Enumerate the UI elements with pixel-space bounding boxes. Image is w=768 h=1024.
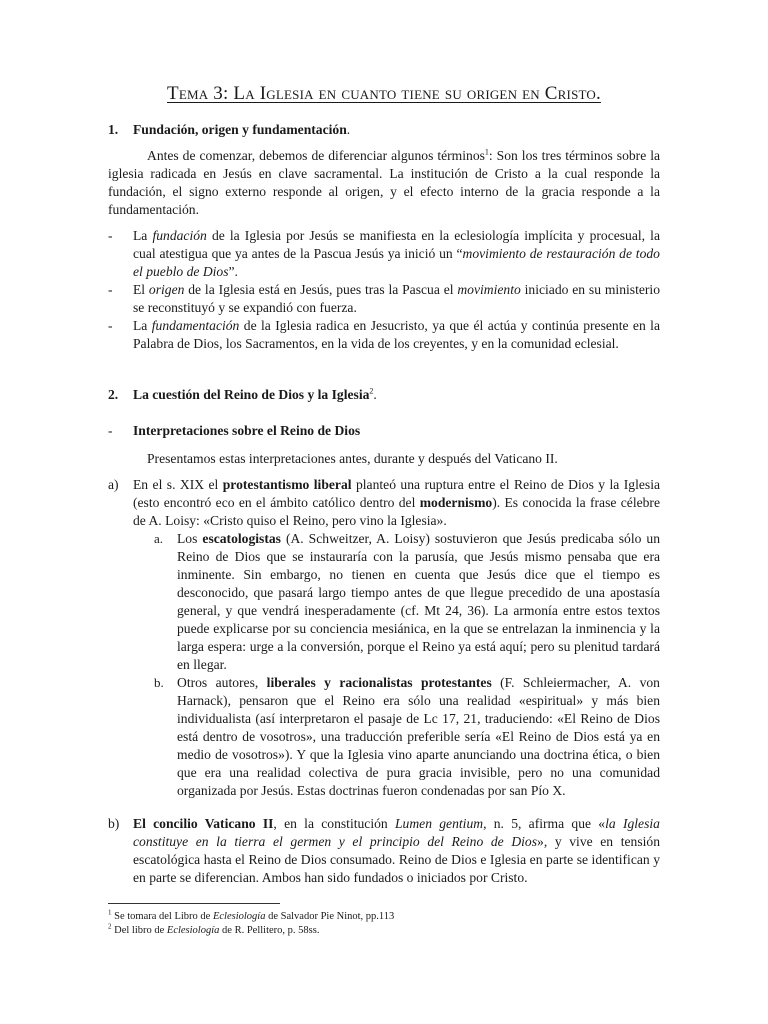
text-run: de Salvador Pie Ninot, pp.113: [265, 911, 395, 922]
text-run: Se tomara del Libro de: [111, 911, 213, 922]
section-2-title-tail: .: [373, 387, 377, 402]
italic-term: origen: [148, 282, 185, 297]
dash-marker: -: [108, 282, 113, 297]
bold-term: liberales y racionalistas protestantes: [266, 675, 492, 690]
list-item: [108, 281, 660, 317]
footnote-number: 2: [108, 922, 112, 931]
text-run: de la Iglesia está en Jesús, pues tras la Pascua el: [184, 282, 458, 297]
text-run: planteó una ruptura entre el Reino de Dios y la Iglesia (esto encontró eco en el ámbito católico dentro del: [133, 477, 661, 510]
subsection-intro: Presentamos estas interpretaciones antes, durante y después del Vaticano II.: [147, 451, 558, 466]
italic-term: fundación: [152, 228, 207, 243]
text-run: La: [133, 318, 152, 333]
italic-quote: movimiento de restauración de todo el pueblo de Dios: [133, 246, 660, 279]
italic-title: Eclesiología: [212, 911, 266, 922]
dash-marker: -: [108, 228, 113, 243]
text-run: En el s. XIX el: [133, 477, 223, 492]
footnote-2: [108, 924, 319, 937]
section-2-number: 2.: [108, 387, 119, 402]
intro-text-a: Antes de comenzar, debemos de diferenciar algunos términos: [147, 148, 485, 163]
section-1-title: Fundación, origen y fundamentación: [133, 122, 347, 137]
subsection-heading: [108, 422, 360, 440]
section-2-title: La cuestión del Reino de Dios y la Iglesia: [133, 387, 370, 402]
list-item: [108, 227, 660, 281]
list-item: [108, 317, 660, 353]
section-2-heading: [108, 386, 377, 404]
text-run: de la Iglesia por Jesús se manifiesta en la eclesiología implícita y procesual, la cual atestigua que ya antes de la Pascua Jesús ya inició un “: [133, 228, 660, 261]
text-run: , n. 5, afirma que «: [483, 816, 606, 831]
footnote-ref-2[interactable]: 2: [369, 386, 374, 396]
list-item-body: [133, 317, 660, 353]
sub-list-item: [150, 530, 660, 674]
bold-term: protestantismo liberal: [222, 477, 352, 492]
intro-text-b: : Son los tres términos sobre la iglesia radicada en Jesús en clave sacramental. La institución de Cristo a la cual responde la fundación, el signo externo responde al origen, y el efecto interno de la gracia responde a la fundamentación.: [108, 148, 661, 217]
bold-term: El concilio Vaticano II: [133, 816, 274, 831]
list-item-b: [108, 815, 660, 887]
text-run: La: [133, 228, 153, 243]
text-run: iniciado en su ministerio se reconstituyó y se expandió con fuerza.: [133, 282, 660, 315]
bold-term: modernismo: [419, 495, 493, 510]
italic-title: Eclesiología: [166, 925, 220, 936]
footnote-divider: [108, 903, 280, 904]
text-run: », y vive en tensión escatológica hasta el Reino de Dios consumado. Reino de Dios e Iglesia en parte se identifican y en parte se diferencian. Ambos han sido fundados o iniciados por Cristo.: [133, 834, 660, 885]
sub-marker: b.: [154, 675, 164, 690]
italic-quote: la Iglesia constituye en la tierra el germen y el principio del Reino de Dios: [133, 816, 660, 849]
sub-marker: a.: [154, 531, 164, 546]
text-run: Otros autores,: [177, 675, 267, 690]
alpha-marker: a): [108, 477, 119, 492]
dash-marker: -: [108, 318, 113, 333]
list-item-body: [133, 476, 660, 530]
list-item-body: [133, 227, 660, 281]
text-run: Los: [177, 531, 203, 546]
intro-paragraph: [108, 147, 660, 219]
section-1-title-tail: .: [346, 122, 351, 137]
italic-term: movimiento: [457, 282, 521, 297]
section-1-heading: [108, 121, 350, 139]
subsection-title: Interpretaciones sobre el Reino de Dios: [133, 423, 361, 438]
list-item-body: [133, 815, 660, 887]
footnote-number: 1: [108, 908, 112, 917]
text-run: ”.: [228, 264, 238, 279]
text-run: (A. Schweitzer, A. Loisy) sostuvieron que Jesús predicaba sólo un Reino de Dios que se instauraría con la parusía, que Jesús mismo pensaba que era inminente. Sin embargo, no tienen en cuenta que Jesús dice que el tiempo es desconocido, que pasará largo tiempo antes de que llegue precedido de una apostasía general, y que vendrá inesperadamente (cf. Mt 24, 36). La armonía entre estos textos puede explicarse por su conciencia mesiánica, en la que se entrelazan la inminencia y la larga espera: urge a la conversión, porque el Reino ya está aquí; pero su plenitud tardará en llegar.: [177, 531, 661, 672]
section-1-number: 1.: [108, 122, 119, 137]
sub-list-item-body: [177, 530, 660, 674]
list-item-body: [133, 281, 660, 317]
sub-list-item-body: [177, 674, 660, 800]
text-run: de la Iglesia radica en Jesucristo, ya que él actúa y continúa presente en la Palabra de Dios, los Sacramentos, en la vida de los creyentes, y en la comunidad eclesial.: [133, 318, 660, 351]
footnote-ref-1[interactable]: 1: [484, 147, 489, 157]
footnote-1: [108, 910, 394, 923]
italic-title: Lumen gentium: [394, 816, 484, 831]
text-run: de R. Pellitero, p. 58ss.: [219, 925, 320, 936]
text-run: ). Es conocida la frase célebre de A. Loisy: «Cristo quiso el Reino, pero vino la Iglesia».: [133, 495, 660, 528]
italic-term: fundamentación: [151, 318, 240, 333]
sub-list-item: [150, 674, 660, 800]
text-run: El: [133, 282, 149, 297]
alpha-marker: b): [108, 816, 120, 831]
text-run: , en la constitución: [273, 816, 395, 831]
list-item-a: [108, 476, 660, 530]
bold-term: escatologistas: [202, 531, 281, 546]
text-run: Del libro de: [111, 925, 167, 936]
page-title: Tema 3: La Iglesia en cuanto tiene su origen en Cristo.: [167, 83, 601, 104]
text-run: (F. Schleiermacher, A. von Harnack), pensaron que el Reino era sólo una realidad «espiritual» y más bien individualista (así interpretaron el pasaje de Lc 17, 21, traduciendo: «El Reino de Dios está dentro de vosotros», una traducción preferible sería «El Reino de Dios está ya en medio de vosotros»). Y que la Iglesia vino aparte anunciando una doctrina ética, o bien que era una realidad colectiva de pura gracia invisible, pero no una comunidad organizada por Jesús. Estas doctrinas fueron condenadas por san Pío X.: [177, 675, 660, 798]
dash-marker: -: [108, 423, 113, 438]
